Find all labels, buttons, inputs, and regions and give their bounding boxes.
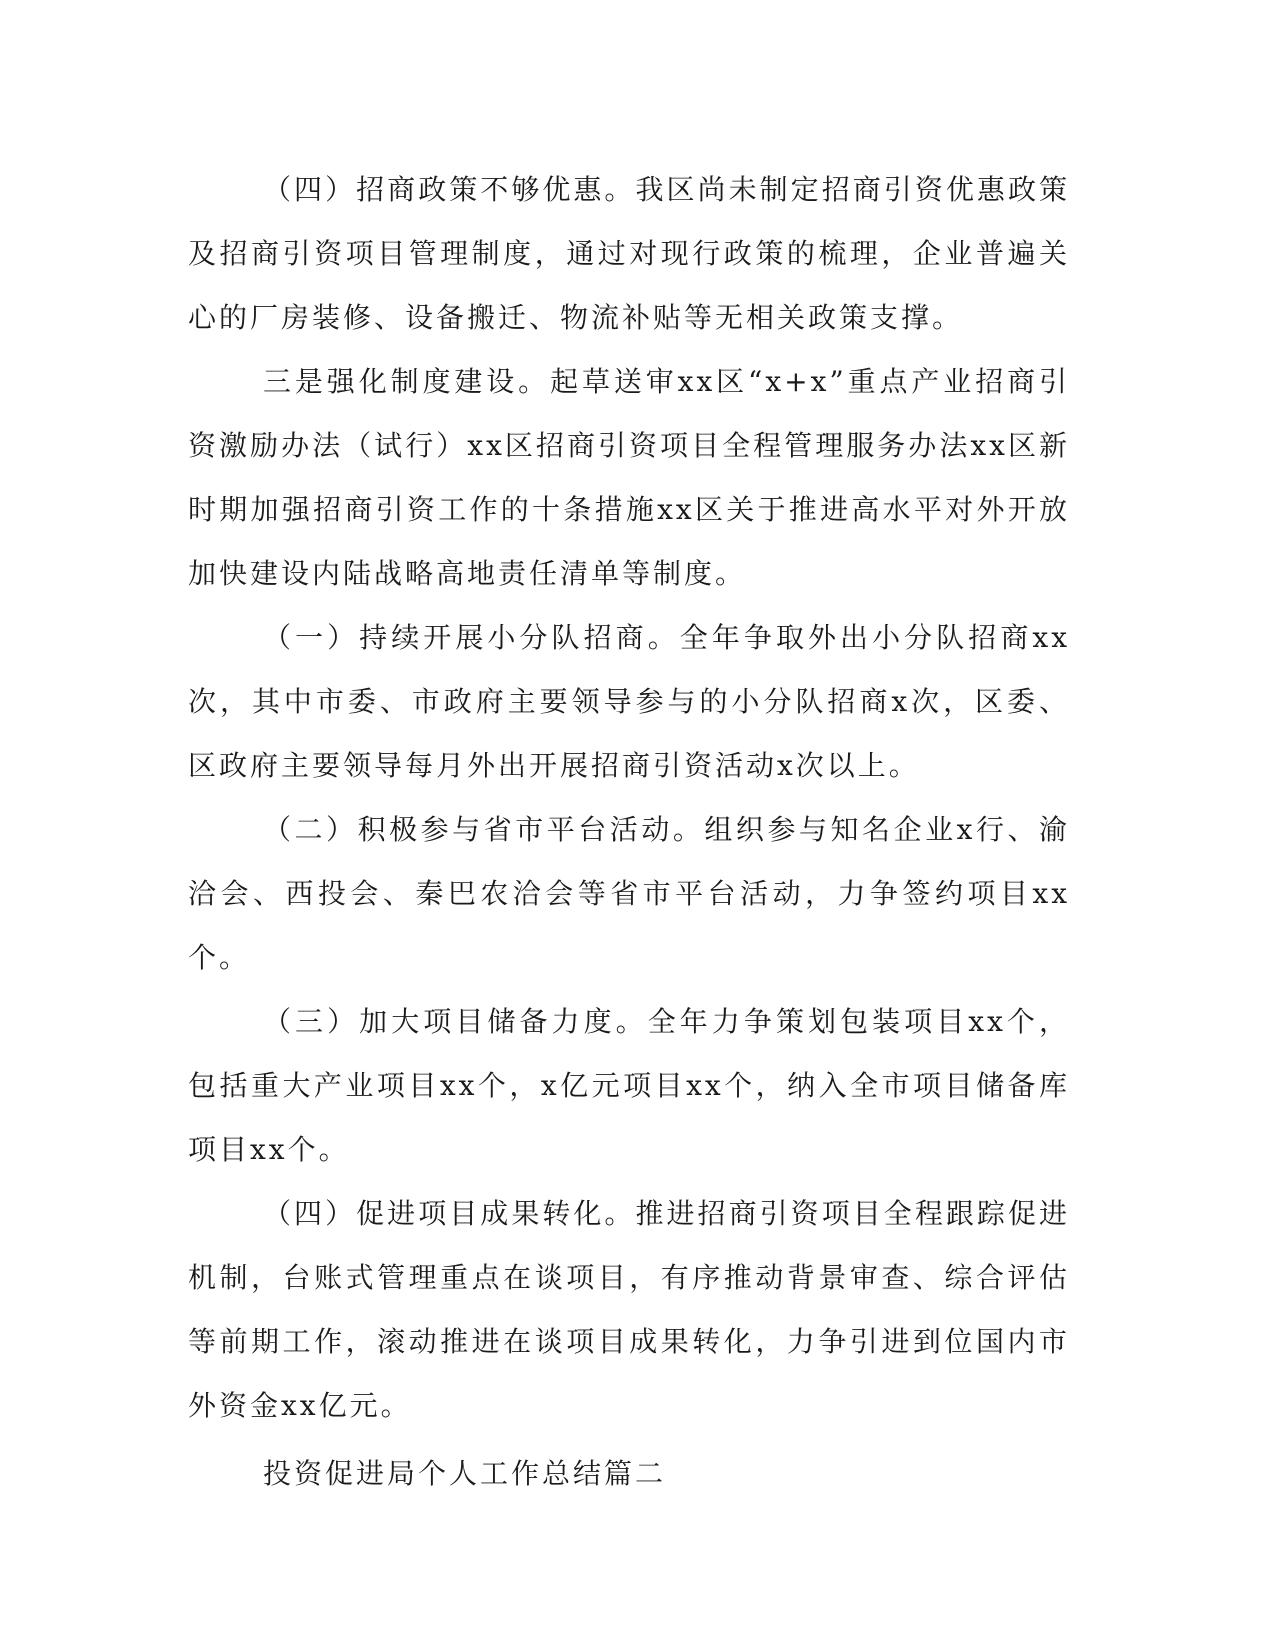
paragraph-investment-policy: （四）招商政策不够优惠。我区尚未制定招商引资优惠政策及招商引资项目管理制度，通过对现行政策的梳理，企业普遍关心的厂房装修、设备搬迁、物流补贴等无相关政策支撑。 (188, 173, 1070, 334)
paragraph-project-reserve: （三）加大项目储备力度。全年力争策划包装项目xx个，包括重大产业项目xx个，x亿元项目xx个，纳入全市项目储备库项目xx个。 (188, 1005, 1070, 1166)
section-title: 投资促进局个人工作总结篇二 (263, 1457, 667, 1490)
document-body (188, 158, 1070, 1506)
paragraph-platform-activities: （二）积极参与省市平台活动。组织参与知名企业x行、渝洽会、西投会、秦巴农洽会等省市平台活动，力争签约项目xx个。 (188, 813, 1070, 974)
paragraph-project-conversion: （四）促进项目成果转化。推进招商引资项目全程跟踪促进机制，台账式管理重点在谈项目，有序推动背景审查、综合评估等前期工作，滚动推进在谈项目成果转化，力争引进到位国内市外资金xx亿元。 (188, 1197, 1070, 1422)
paragraph-team-investment: （一）持续开展小分队招商。全年争取外出小分队招商xx次，其中市委、市政府主要领导参与的小分队招商x次，区委、区政府主要领导每月外出开展招商引资活动x次以上。 (188, 621, 1070, 782)
paragraph-system-building: 三是强化制度建设。起草送审xx区“x+x”重点产业招商引资激励办法（试行）xx区招商引资项目全程管理服务办法xx区新时期加强招商引资工作的十条措施xx区关于推进高水平对外开放加快建设内陆战略高地责任清单等制度。 (188, 365, 1070, 590)
